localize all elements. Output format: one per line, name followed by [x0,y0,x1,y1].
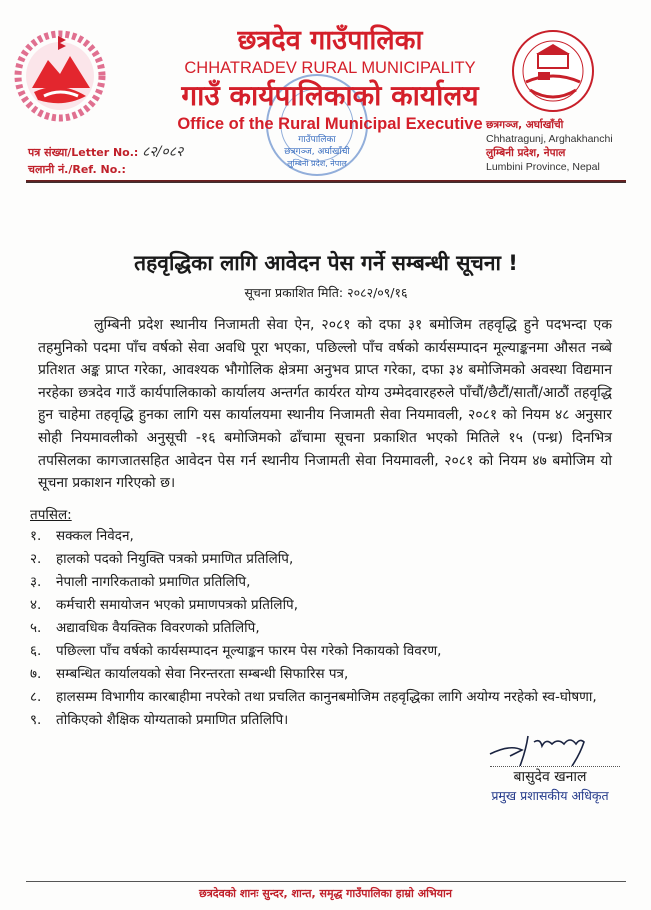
item-text: पछिल्ला पाँच वर्षको कार्यसम्पादन मूल्याङ्कन फारम पेस गरेको निकायको विवरण, [56,642,442,659]
notice-title: तहवृद्धिका लागि आवेदन पेस गर्ने सम्बन्धी सूचना ! [134,251,518,275]
item-number: ४. [30,596,42,613]
address-line: लुम्बिनी प्रदेश, नेपाल [486,147,566,159]
item-text: सम्बन्धित कार्यालयको सेवा निरन्तरता सम्बन्धी सिफारिस पत्र, [56,665,349,682]
item-number: ६. [30,642,42,659]
letter-number-value: ८२/०८२ [142,144,184,160]
signatory-name: बासुदेव खनाल [513,768,587,785]
municipality-name-en: CHHATRADEV RURAL MUNICIPALITY [184,59,476,77]
item-number: २. [30,550,42,567]
signatory-title: प्रमुख प्रशासकीय अधिकृत [491,787,609,803]
list-item [30,525,612,548]
header-divider [26,180,626,183]
item-text: हालको पदको नियुक्ति पत्रको प्रमाणित प्रतिलिपि, [56,550,294,567]
stamp-text: छत्रगञ्ज, अर्घाखाँची [284,147,350,157]
office-name-en: Office of the Rural Municipal Executive [177,115,483,133]
ref-number-label: चलानी नं./Ref. No.: [28,163,126,176]
item-text: हालसम्म विभागीय कारबाहीमा नपरेको तथा प्रचलित कानुनबमोजिम तहवृद्धिका लागि अयोग्य नरहेको स्व-घोषणा, [56,688,597,705]
item-number: ९. [30,711,42,728]
item-number: ३. [30,573,42,590]
list-item [30,709,612,732]
handwritten-signature [480,732,620,766]
item-text: सक्कल निवेदन, [56,527,134,544]
municipality-name-np: छत्रदेव गाउँपालिका [237,25,423,56]
address-line: छत्रगञ्ज, अर्घाखाँची [486,119,564,131]
office-name-np: गाउँ कार्यपालिकाको कार्यालय [181,79,479,112]
item-number: ७. [30,665,42,682]
item-text: नेपाली नागरिकताको प्रमाणित प्रतिलिपि, [56,573,251,590]
letter-number-label: पत्र संख्या/Letter No.: [28,146,139,159]
list-item [30,686,612,709]
footer-divider [26,881,626,882]
office-address [486,118,613,174]
address-line: Chhatragunj, Arghakhanchi [486,133,613,145]
item-number: १. [30,527,42,544]
municipality-logo [510,28,596,114]
list-item [30,594,612,617]
signature-block [470,732,630,805]
published-date: सूचना प्रकाशित मिति: २०८२/०९/१६ [244,285,408,300]
details-heading: तपसिल: [30,506,72,523]
footer-slogan: छत्रदेवको शानः सुन्दर, शान्त, समृद्ध गाउँपालिका हाम्रो अभियान [198,887,453,900]
list-item [30,571,612,594]
nepal-emblem-logo [14,30,106,122]
list-item [30,617,612,640]
details-list [30,525,612,732]
list-item [30,663,612,686]
item-number: ८. [30,688,42,705]
item-text: कर्मचारी समायोजन भएको प्रमाणपत्रको प्रतिलिपि, [56,596,299,613]
item-text: अद्यावधिक वैयक्तिक विवरणको प्रतिलिपि, [56,619,260,636]
notice-content [30,248,612,805]
notice-body: लुम्बिनी प्रदेश स्थानीय निजामती सेवा ऐन, २०८१ को दफा ३१ बमोजिम तहवृद्धि हुने पदभन्दा एक तहमुनिको पदमा पाँच वर्षको सेवा अवधि पूरा भएका, पछिल्लो पाँच वर्षको कार्यसम्पादन मूल्याङ्कनमा औसत नब्बे प्रतिशत अङ्क प्राप्त गरेका, आवश्यक भौगोलिक क्षेत्रमा अनुभव प्राप्त गरेका, दफा ३४ बमोजिमको अवस्था विद्यमान नरहेका छत्रदेव गाउँ कार्यपालिकाको कार्यालय अन्तर्गत कार्यरत योग्य उम्मेदवारहरुले पाँचौं/छैटौं/सातौं/आठौं तहवृद्धि हुन चाहेमा तहवृद्धि हुनका लागि यस कार्यालयमा स्थानीय निजामती सेवा नियमावली, २०८१ को नियम ४८ अनुसार सोही नियमावलीको अनुसूची -१६ बमोजिमको ढाँचामा सूचना प्रकाशित भएको मितिले १५ (पन्ध्र) दिनभित्र तपसिलका कागजातसहित आवेदन पेस गर्न स्थानीय निजामती सेवा नियमावली, २०८१ को नियम ४७ बमोजिम यो सूचना प्रकाशन गरिएको छ। [38,317,612,492]
item-text: तोकिएको शैक्षिक योग्यताको प्रमाणित प्रतिलिपि। [56,711,289,728]
stamp-text: लुम्बिनी प्रदेश, नेपाल [287,159,347,168]
item-number: ५. [30,619,42,636]
letter-number [28,144,183,161]
stamp-text: गाउँपालिका [298,135,336,145]
list-item [30,640,612,663]
list-item [30,548,612,571]
letterhead [140,24,520,134]
address-line: Lumbini Province, Nepal [486,161,600,173]
